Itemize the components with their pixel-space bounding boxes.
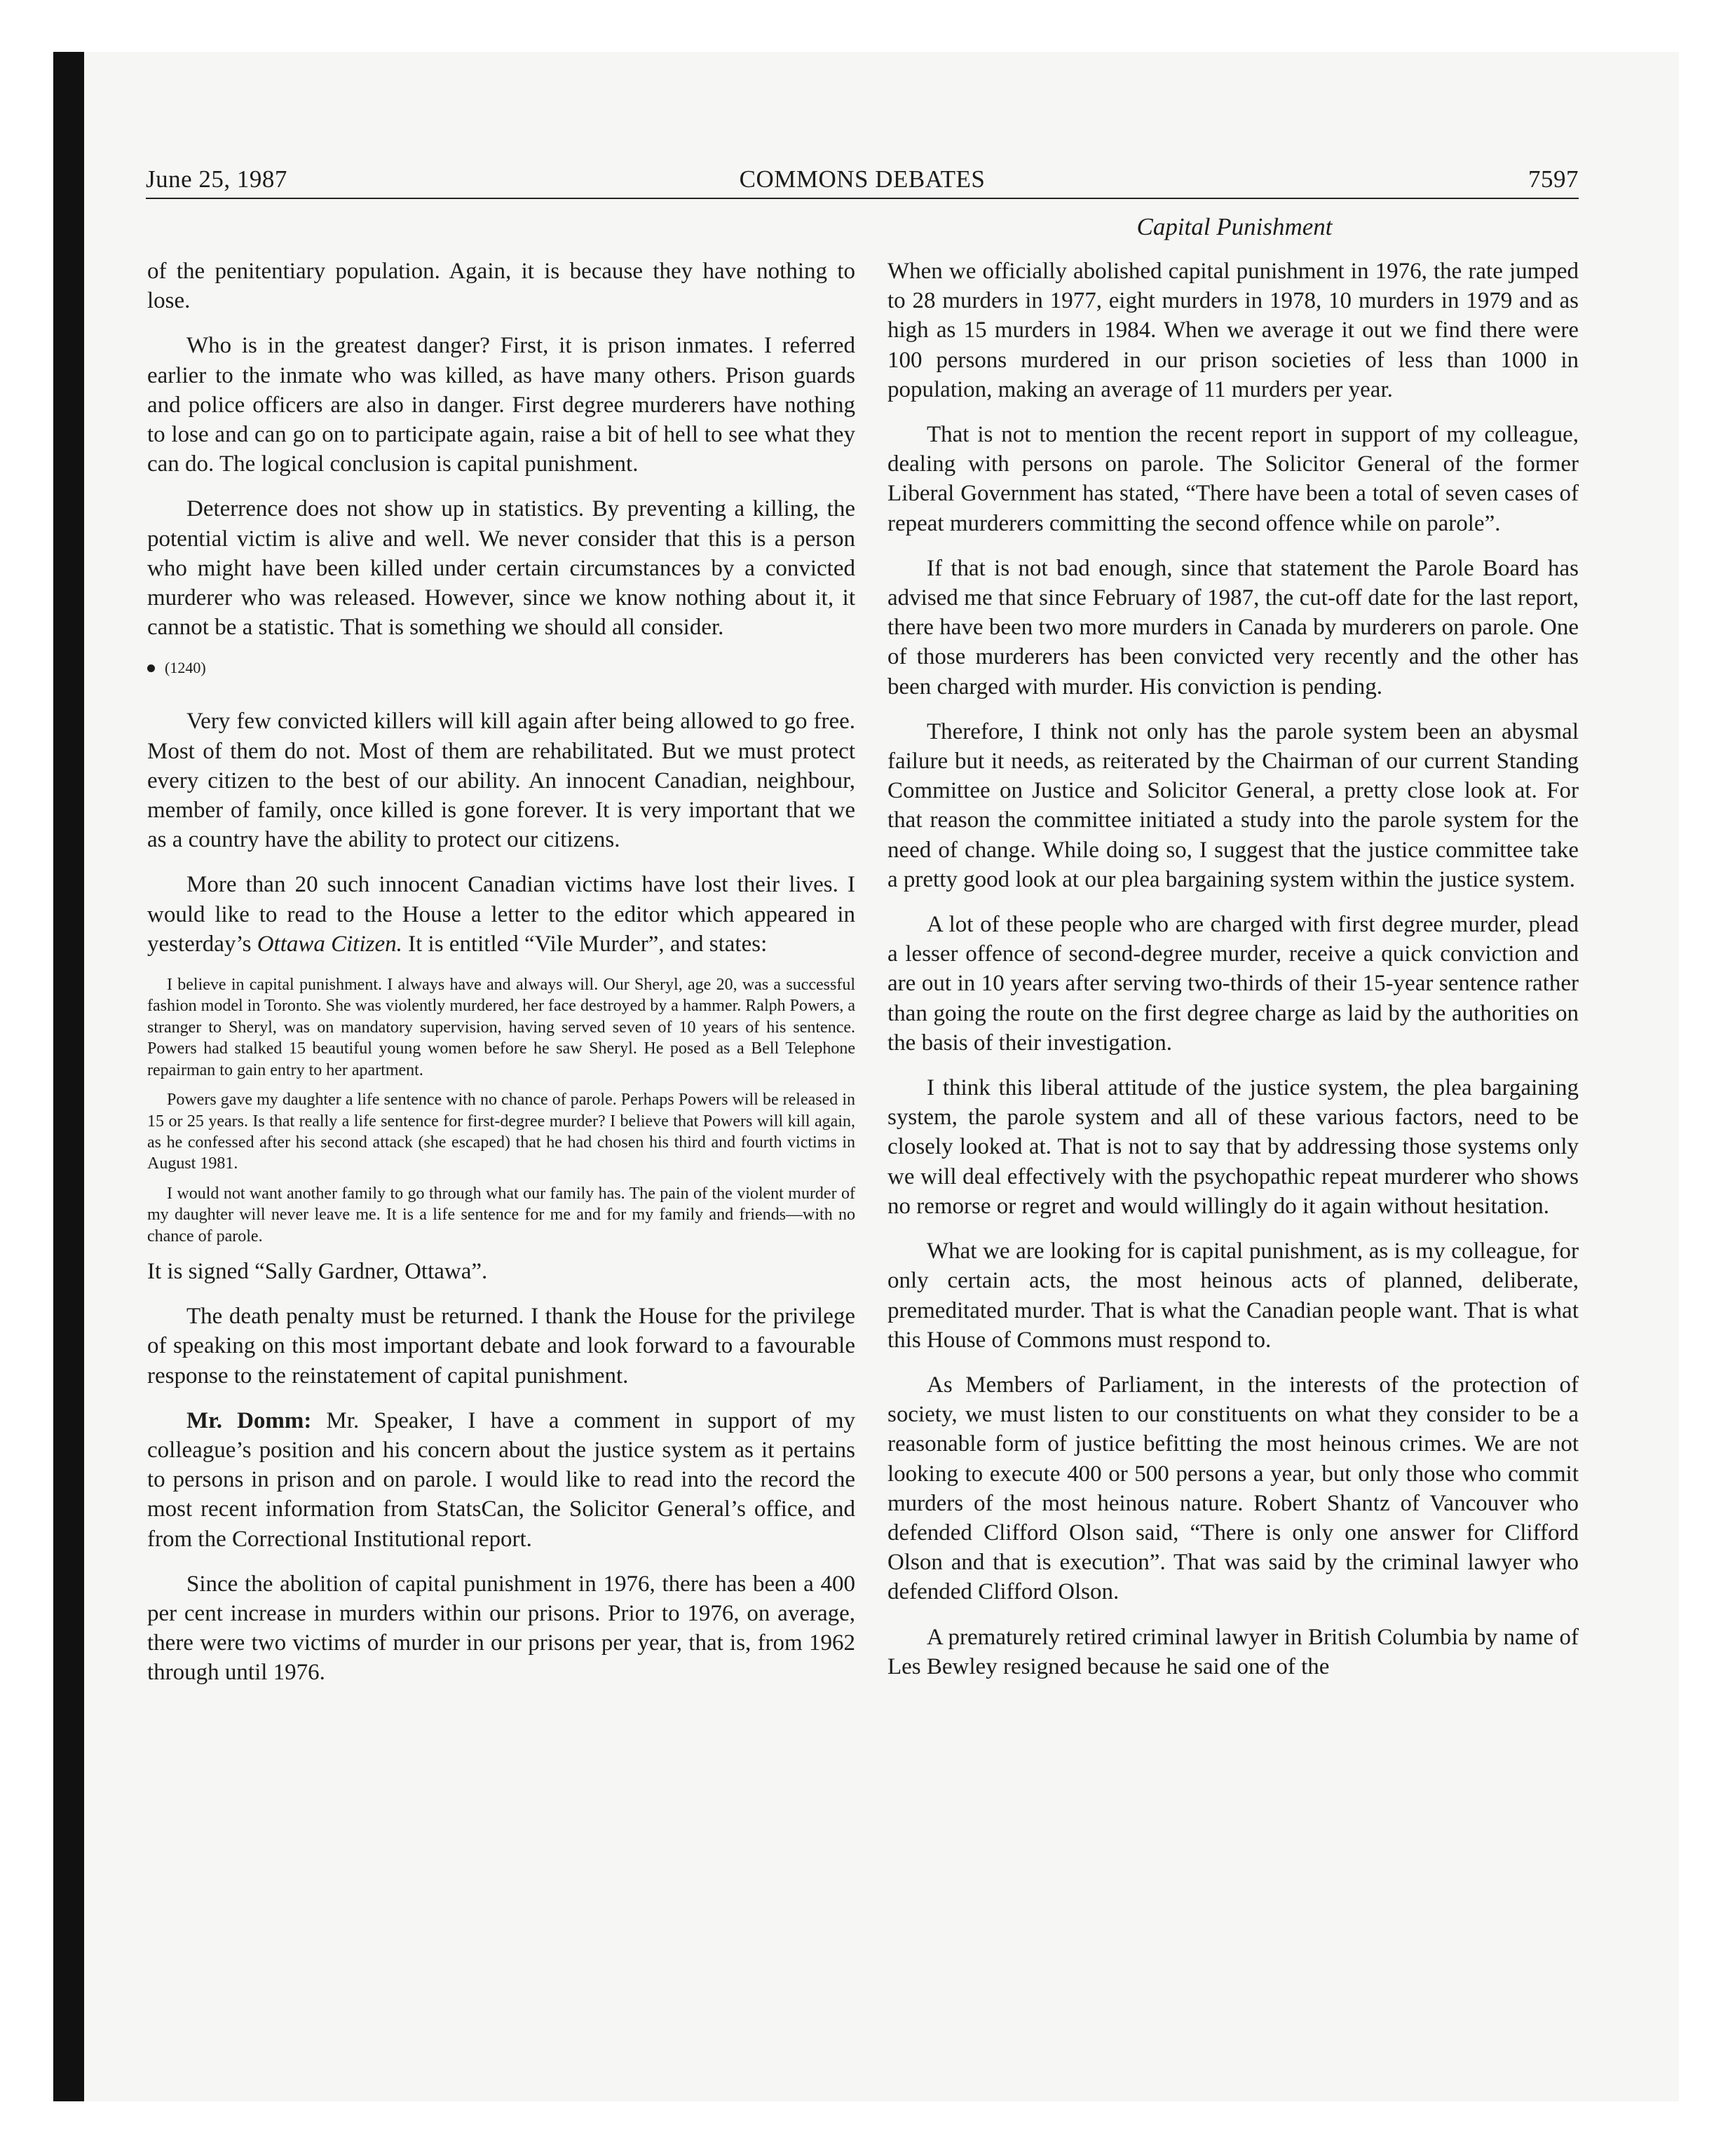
quoted-letter <box>147 974 855 1247</box>
paragraph: Mr. Domm: Mr. Speaker, I have a comment in support of my colleague’s position and his concern about the justice system as it pertains to persons in prison and on parole. I would like to read into the record the most recent information from StatsCan, the Solicitor General’s office, and from the Correctional Institutional report. <box>147 1407 855 1552</box>
speaker-name: Mr. Domm: <box>186 1407 312 1433</box>
bullet-icon <box>147 664 155 672</box>
paragraph: A lot of these people who are charged with first degree murder, plead a lesser offence of second-degree murder, receive a quick conviction and are out in 10 years after serving two-thirds of their 15-year sentence rather than going the route on the first degree charge as laid by the authorities on the basis of their investigation. <box>887 912 1579 1056</box>
header-title: COMMONS DEBATES <box>739 165 986 193</box>
paragraph: Very few convicted killers will kill again after being allowed to go free. Most of them do not. Most of them are rehabilitated. But we must protect every citizen to the best of our ability. An innocent Canadian, neighbour, member of family, once killed is gone forever. It is very important that we as a country have the ability to protect our citizens. <box>147 709 855 853</box>
paragraph: I think this liberal attitude of the justice system, the plea bargaining system, the parole system and all of these various factors, need to be closely looked at. That is not to say that by addressing those systems only we will deal effectively with the psychopathic repeat murderer who shows no remorse or regret and would willingly do it again without hesitation. <box>887 1075 1579 1219</box>
quote-paragraph: I believe in capital punishment. I always have and always will. Our Sheryl, age 20, was a successful fashion model in Toronto. She was violently murdered, her face destroyed by a hammer. Ralph Powers, a stranger to Sheryl, was on mandatory supervision, having served seven of 10 years of his sentence. Powers had stalked 15 beautiful young women before he saw Sheryl. He posed as a Bell Telephone repairman to gain entry to her apartment. <box>147 976 855 1079</box>
paragraph: The death penalty must be returned. I thank the House for the privilege of speaking on this most important debate and look forward to a favourable response to the reinstatement of capital punishment. <box>147 1304 855 1389</box>
paragraph: What we are looking for is capital punishment, as is my colleague, for only certain acts, the most heinous acts of planned, deliberate, premeditated murder. That is what the Canadian people want. That is what this House of Commons must respond to. <box>887 1239 1579 1353</box>
paragraph: That is not to mention the recent report in support of my colleague, dealing with persons on parole. The Solicitor General of the former Liberal Government has stated, “There have been a total of seven cases of repeat murderers committing the second offence while on parole”. <box>887 422 1579 536</box>
quote-paragraph: I would not want another family to go through what our family has. The pain of the violent murder of my daughter will never leave me. It is a life sentence for me and for my family and friends—with no chance of parole. <box>147 1184 855 1246</box>
paragraph: Therefore, I think not only has the parole system been an abysmal failure but it needs, as reiterated by the Chairman of our current Standing Committee on Justice and Solicitor General, a pretty close look at. For that reason the committee initiated a study into the parole system for the need of change. While doing so, I suggest that the justice committee take a pretty good look at our plea bargaining system within the justice system. <box>887 718 1579 892</box>
right-column <box>887 257 1579 1697</box>
paragraph: It is signed “Sally Gardner, Ottawa”. <box>147 1258 488 1284</box>
paragraph: When we officially abolished capital punishment in 1976, the rate jumped to 28 murders in 1977, eight murders in 1978, 10 murders in 1979 and as high as 15 murders in 1984. When we average it out we find there were 100 persons murdered in our prison societies of less than 1000 in population, making an average of 11 murders per year. <box>887 259 1579 402</box>
paragraph: As Members of Parliament, in the interests of the protection of society, we must listen to our constituents on what they consider to be a reasonable form of justice befitting the most heinous crimes. We are not looking to execute 400 or 500 persons a year, but only those who commit murders of the most heinous nature. Robert Shantz of Vancouver who defended Clifford Olson said, “There is only one answer for Clifford Olson and that is execution”. That was said by the criminal lawyer who defended Clifford Olson. <box>887 1372 1579 1605</box>
time-marker-label: (1240) <box>165 659 206 677</box>
left-column <box>147 257 855 1703</box>
paragraph: If that is not bad enough, since that statement the Parole Board has advised me that since February of 1987, the cut-off date for the last report, there have been two more murders in Canada by murderers on parole. One of those murderers has been convicted very recently and the other has been charged with murder. His conviction is pending. <box>887 555 1579 700</box>
page-header <box>146 161 1579 199</box>
scan-border <box>53 52 84 2101</box>
paragraph: More than 20 such innocent Canadian victims have lost their lives. I would like to read to the House a letter to the editor which appeared in yesterday’s Ottawa Citizen. It is entitled “Vile Murder”, and states: <box>147 872 855 957</box>
paragraph: Deterrence does not show up in statistics. By preventing a killing, the potential victim is alive and well. We never consider that this is a person who might have been killed under certain circumstances by a convicted murderer who was released. However, since we know nothing about it, it cannot be a statistic. That is something we should all consider. <box>147 496 855 641</box>
paragraph: Who is in the greatest danger? First, it is prison inmates. I referred earlier to the inmate who was killed, as have many others. Prison guards and police officers are also in danger. First degree murderers have nothing to lose and can go on to participate again, raise a bit of hell to see what they can do. The logical conclusion is capital punishment. <box>147 333 855 477</box>
paragraph: A prematurely retired criminal lawyer in British Columbia by name of Les Bewley resigned because he said one of the <box>887 1624 1579 1679</box>
paragraph: Since the abolition of capital punishment in 1976, there has been a 400 per cent increase in murders within our prisons. Prior to 1976, on average, there were two victims of murder in our prisons per year, that is, from 1962 through until 1976. <box>147 1571 855 1686</box>
time-marker <box>147 657 855 678</box>
quote-paragraph: Powers gave my daughter a life sentence with no chance of parole. Perhaps Powers will be released in 15 or 25 years. Is that really a life sentence for first-degree murder? I believe that Powers will kill again, as he confessed after his second attack (she escaped) that he had chosen his third and fourth victims in August 1981. <box>147 1091 855 1173</box>
header-page-number: 7597 <box>1528 165 1579 193</box>
paragraph: of the penitentiary population. Again, it is because they have nothing to lose. <box>147 259 855 314</box>
topic-heading: Capital Punishment <box>1136 213 1333 240</box>
newspaper-title: Ottawa Citizen. <box>257 931 402 957</box>
header-date: June 25, 1987 <box>146 165 287 193</box>
